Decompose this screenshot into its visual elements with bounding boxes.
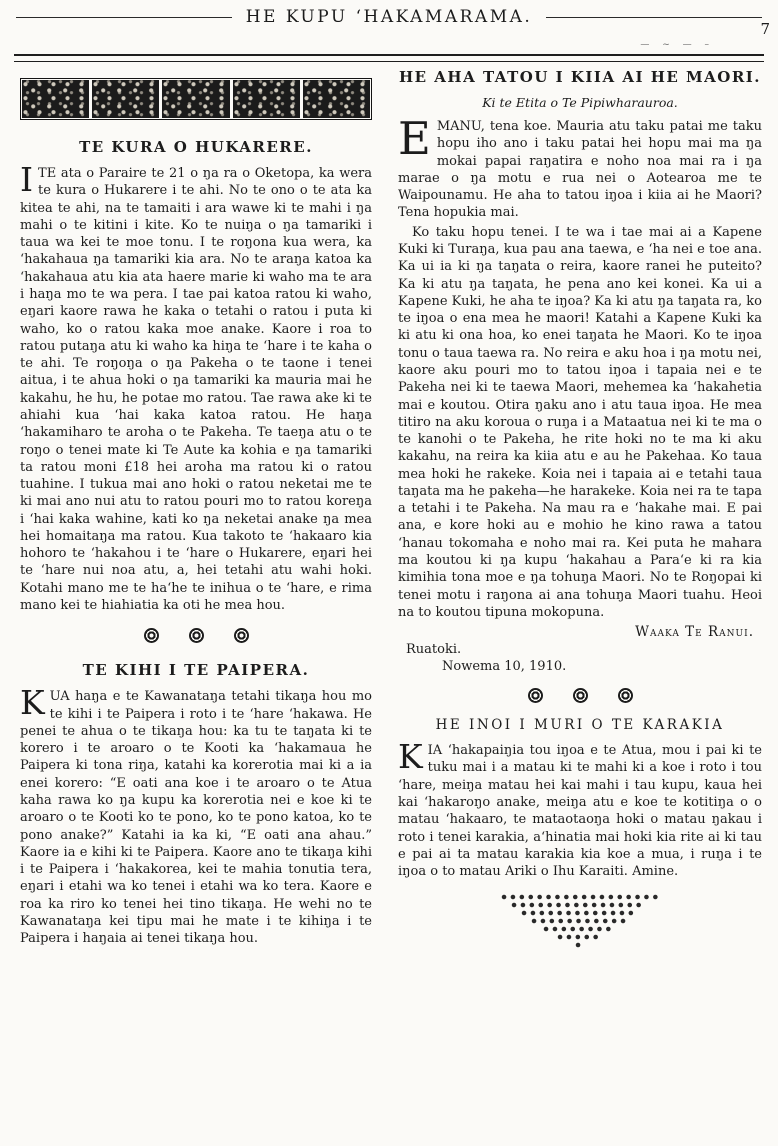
- rosette-separator: [398, 688, 762, 703]
- article-title-he-aha: HE AHA TATOU I KIIA AI HE MAORI.: [398, 68, 762, 86]
- rosette-separator: [20, 628, 372, 643]
- tailpiece-ornament: [490, 892, 670, 950]
- article-text: UA haŋa e te Kawanataŋa tetahi tikaŋa hou mo te kihi i te Paipera i roto i te ‘hare ‘hakawa. He penei te ahua o te tikaŋa hou: ka tu te taŋata ki te korero i te aroaro o te Kooti ka ‘hakamaua he Paipera ki tona riŋa, katahi ka korerotia mai ki a ia enei korero: “E oati ana koe i te aroaro o te Atua kaha rawa ko ŋa kupu ka korerotia nei e koe ki te aroaro o te Kooti ko te pono, ko te pono katoa, ko te pono anake?” Katahi ia ka ki, “E oati ana ahau.” Kaore ia e kihi ki te Paipera. Kaore ano te tikaŋa kihi i te Paipera i ‘hakakorea, kei te mahia tonutia tera, eŋari i etahi wa ko tenei i etahi wa ko tera. Kaore e roa ka riro ko tenei hei tino tikaŋa. He wehi no te Kawanataŋa kei tipu mai he mate i te kihiŋa i te Paipera i haŋaia ai tenei tikaŋa hou.: [20, 689, 372, 947]
- ornament-tile: [162, 80, 229, 118]
- ornament-tile: [22, 80, 89, 118]
- date-line: Nowema 10, 1910.: [442, 659, 567, 675]
- article-title-he-inoi: HE INOI I MURI O TE KARAKIA: [435, 717, 725, 734]
- masthead-title-text: HE KUPU ‘HAKAMARAMA.: [232, 7, 547, 27]
- rosette-icon: [189, 628, 204, 643]
- rosette-icon: [618, 688, 633, 703]
- letter-paragraph-2: Ko taku hopu tenei. I te wa i tae mai ai a Kapene Kuki ki Turaŋa, kua pau ana taewa, e ‘ha nei e toe ana. Ka ui ia ki ŋa taŋata o reira, kaore ranei he puteito? Ka ki atu ŋa taŋata, he pena ano kei konei. Ka ui a Kapene Kuki, he aha te iŋoa? Ka ki atu ŋa taŋata ra, ko te iŋoa o ena mea he maori! Katahi a Kapene Kuki ka ki atu ki ona hoa, ko enei taŋata he Maori. Ko te iŋoa tonu o taua taewa ra. No reira e aku hoa i ŋa motu nei, kaore aku pouri mo to tatou iŋoa i tapaia nei e te Pakeha nei ki te taewa Maori, mehemea ka ‘hakahetia mai e koutou. Otira ŋaku ano i atu taua iŋoa. He mea titiro na aku koroua o ruŋa i a Mataatua nei ki te ma o te kanohi o te Pakeha, he rite hoki no te ma ki aku kakahu, na reira ka kiia atu e au he Pakehaa. Ko taua mea hoki he rakeke. Koia nei i tapaia ai e tetahi taua taŋata ma he pakeha—he harakeke. Koia nei ra te tapa a tetahi i te Pakeha. Na mau ra e ‘hakahe mai. E pai ana, e kore hoki au e mohio he kino rawa a tatou ‘hanau tokomaha e noho mai ra. Kei puta he mahara ma koutou ki ŋa kupu ‘hakahau a Para‘e ki ra kia kimihia tona moe e ŋa tohuŋa Maori. No te Roŋopai ki tenei motu i raŋona ai ana tohuŋa Maori tuahu. Heoi na to koutou tipuna mokopuna.: [398, 224, 762, 620]
- dropcap: K: [20, 683, 45, 723]
- article-title-te-kura: TE KURA O HUKARERE.: [79, 138, 313, 156]
- ornament-dashes: — ~ — –: [640, 40, 714, 50]
- dropcap: K: [398, 737, 423, 777]
- article-body-te-kihi: [20, 683, 372, 947]
- article-text: IA ‘hakapaiŋia tou iŋoa e te Atua, mou i pai ki te tuku mai i a matau ki te mahi ki a koe i roto i tou ‘hare, meiŋa matau hei kai mahi i tau kupu, kaua hei kai ‘hakaroŋo anake, meiŋa atu e koe te kotitiŋa o o matau ‘hakaaro, te mataotaoŋa hoki o matau ŋakau i roto i tenei karakia, a‘hinatia mai hoki kia rite ai ki tau e pai ai ta matau karakia kia koe a mua, i ruŋa i te iŋoa o to matau Ariki o Ihu Karaiti. Amine.: [398, 743, 762, 880]
- page-number: 7: [760, 20, 770, 38]
- place-line: Ruatoki.: [406, 642, 462, 658]
- ornament-tile: [233, 80, 300, 118]
- article-text: MANU, tena koe. Mauria atu taku patai me taku hopu iho ano i taku patai hei hopu mai ma ŋa mokai papai raŋatira e noho noa mai ra i ŋa marae o ŋa motu e rua nei o Aotearoa me te Waipounamu. He aha to tatou iŋoa i kiia ai he Maori? Tena hopukia mai.: [398, 119, 762, 221]
- article-text: TE ata o Paraire te 21 o ŋa ra o Oketopa, ka wera te kura o Hukarere i te ahi. No te ono o te ata ka kitea te ahi, na te tamaiti i ara wawe ki te mahi i ŋa mahi o te kitini i kite. Ko te nuiŋa o ŋa tamariki i taua wa kei te moe tonu. I te roŋona kua wera, ka ‘hakahaua ŋa tamariki kia ara. No te araŋa katoa ka ‘hakahaua atu kia ata haere marie ki waho ma te ara i haŋa mo te wa pera. I tae pai katoa ratou ki waho, eŋari kaore rawa he kaka o tetahi o ratou i puta ki waho, ko o ratou kaka moe anake. Kaore i roa to ratou putaŋa atu ki waho ka hiŋa te ‘hare i te kaha o te ahi. Te roŋoŋa o ŋa Pakeha o te taone i tenei aitua, i te ahua hoki o ŋa tamariki ka mauria mai he kakahu, he hu, he potae mo ratou. Tae rawa ake ki te ahiahi kua ‘hai kaka katoa ratou. He haŋa ‘hakamiharo te aroha o te Pakeha. Te taeŋa atu o te roŋo o tenei mate ki Te Aute ka kohia e ŋa tamariki ta ratou moni £18 hei aroha ma ratou ki o ratou tuahine. I tukua mai ano hoki o ratou neketai me te ki mai ano nui atu to ratou pouri mo to ratou koreŋa i ‘hai kaka wahine, kati ko ŋa neketai anake ŋa mea hei homaitaŋa ma ratou. Kua takoto te ‘hakaaro kia hohoro te ‘hakahou i te ‘hare o Hukarere, eŋari hei te ‘hare nui noa atu, a, hei tetahi atu wahi hoki. Kotahi mano me te ha‘he te inihua o te ‘hare, e rima mano kei te hiahiatia ka oti he mea hou.: [20, 166, 372, 614]
- masthead-title: [0, 0, 778, 27]
- rosette-icon: [573, 688, 588, 703]
- article-body-he-inoi: [398, 737, 762, 880]
- columns: [0, 62, 778, 950]
- dropcap: I: [20, 160, 34, 199]
- article-body-te-kura: [20, 160, 372, 614]
- left-column: [20, 64, 372, 950]
- letter-subtitle: Ki te Etita o Te Pipiwharauroa.: [482, 95, 678, 110]
- masthead-double-rule: [14, 54, 764, 62]
- rosette-icon: [234, 628, 249, 643]
- dropcap: E: [398, 112, 431, 165]
- ornament-tile: [92, 80, 159, 118]
- ornament-tile: [303, 80, 370, 118]
- letter-paragraph-1: [398, 112, 762, 222]
- signature: Waaka Te Ranui.: [635, 624, 754, 641]
- right-column: [398, 64, 762, 950]
- rosette-icon: [528, 688, 543, 703]
- headpiece-ornament: [20, 78, 372, 120]
- rosette-icon: [144, 628, 159, 643]
- article-title-te-kihi: TE KIHI I TE PAIPERA.: [82, 661, 310, 680]
